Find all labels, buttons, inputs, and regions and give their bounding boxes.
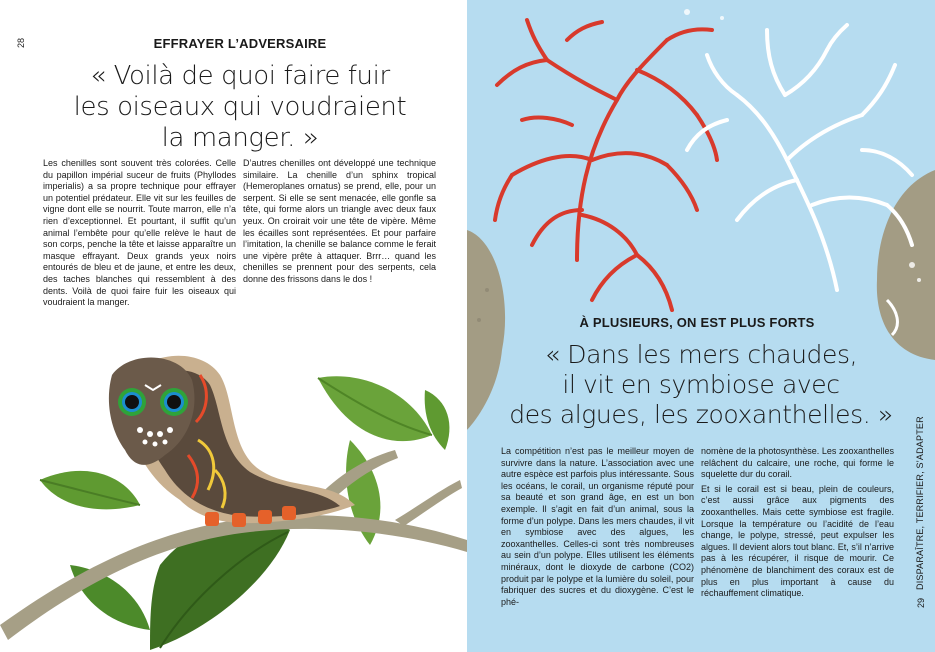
page-number-right: 29 [916,597,926,608]
paragraph: nomène de la photosynthèse. Les zooxanthelles relâchent du calcaire, une roche, qui forme le squelette dur du corail. [701,446,894,480]
section-title-right: À PLUSIEURS, ON EST PLUS FORTS [579,315,815,330]
pull-quote-right [467,340,935,430]
page-number-left: 28 [16,37,26,48]
paragraph: Et si le corail est si beau, plein de couleurs, c’est aussi grâce aux pigments des zooxanthelles. Mais cette symbiose est fragile. Lorsque la température ou l’acidité de l’eau change, le polype, stressé, peut expulser les algues. Il devient alors tout blanc. Et, s’il n’arrive pas à les récupérer, il risque de mourir. Ce phénomène de blanchiment des coraux est de plus en plus important à cause du réchauffement climatique. [701,483,894,599]
chapter-side-label: DISPARAÎTRE, TERRIFIER, S’ADAPTER [915,416,925,590]
quote-line: il vit en symbiose avec [562,370,840,399]
body-column-right-2 [701,446,894,603]
pull-quote-left [30,61,450,154]
body-column-left-2 [243,158,436,289]
section-title-left: EFFRAYER L’ADVERSAIRE [153,36,327,51]
body-column-left-1 [43,158,236,312]
leaf-right-small [425,390,450,450]
quote-line: « Dans les mers chaudes, [544,340,858,369]
right-page [467,0,935,652]
quote-line: la manger. » [161,123,319,153]
red-coral [495,20,717,310]
rock-right [877,170,935,360]
paragraph: Les chenilles sont souvent très colorées. Celle du papillon impérial suceur de fruits (Phyllodes imperialis) a sa propre technique pour effrayer un potentiel prédateur. Elle vit sur les feuilles de vigne dont elle se nourrit. Toute marron, elle n’a rien d’exceptionnel. Et pourtant, il suffit qu’un animal l’embête pour qu’elle relève le haut de son corps, penche la tête et laisse apparaître un masque effrayant. Deux grands yeux noirs entourés de bleu et de jaune, et entre les deux, des taches blanches qui ressemblent à des dents. Voilà de quoi faire fuir les oiseaux qui voudraient la manger. [43,158,236,308]
left-page [0,0,467,652]
paragraph: La compétition n’est pas le meilleur moyen de survivre dans la nature. L’association avec une autre espèce est parfois plus intéressante. Sous les océans, le corail, un organisme réputé pour sa beauté et son grand âge, en est un bon exemple. Il s’agit en fait d’un animal, sous la forme d’un polype. Dans les mers chaudes, il vit en symbiose avec des algues, les zooxanthelles. Celles-ci sont très nombreuses au sein d’un polype. Elles utilisent les éléments minéraux, dont le dioxyde de carbone (CO2) produit par le polype et la lumière du soleil, pour fabriquer des sucres et du dioxygène. C’est le phé- [501,446,694,607]
body-column-right-1 [501,446,694,611]
white-coral [687,25,912,290]
paragraph: D’autres chenilles ont développé une technique similaire. La chenille d’un sphinx tropical (Hemeroplanes ornatus) se prend, elle, pour un serpent. Si elle se sent menacée, elle gonfle sa tête, qui forme alors un triangle avec deux faux yeux. On croirait voir une tête de vipère. Même les écailles sont représentées. Et pour parfaire l’imitation, la chenille se balance comme le ferait une vipère prête à attaquer. Brrr… quand les chenilles se prennent pour des serpents, cela donne des frissons dans le dos ! [243,158,436,284]
quote-line: des algues, les zooxanthelles. » [509,400,893,429]
leaf-right-top [318,376,432,441]
quote-line: les oiseaux qui voudraient [73,92,407,122]
caterpillar-illustration [0,330,467,652]
leaf-left [40,471,140,509]
quote-line: « Voilà de quoi faire fuir [90,61,390,91]
